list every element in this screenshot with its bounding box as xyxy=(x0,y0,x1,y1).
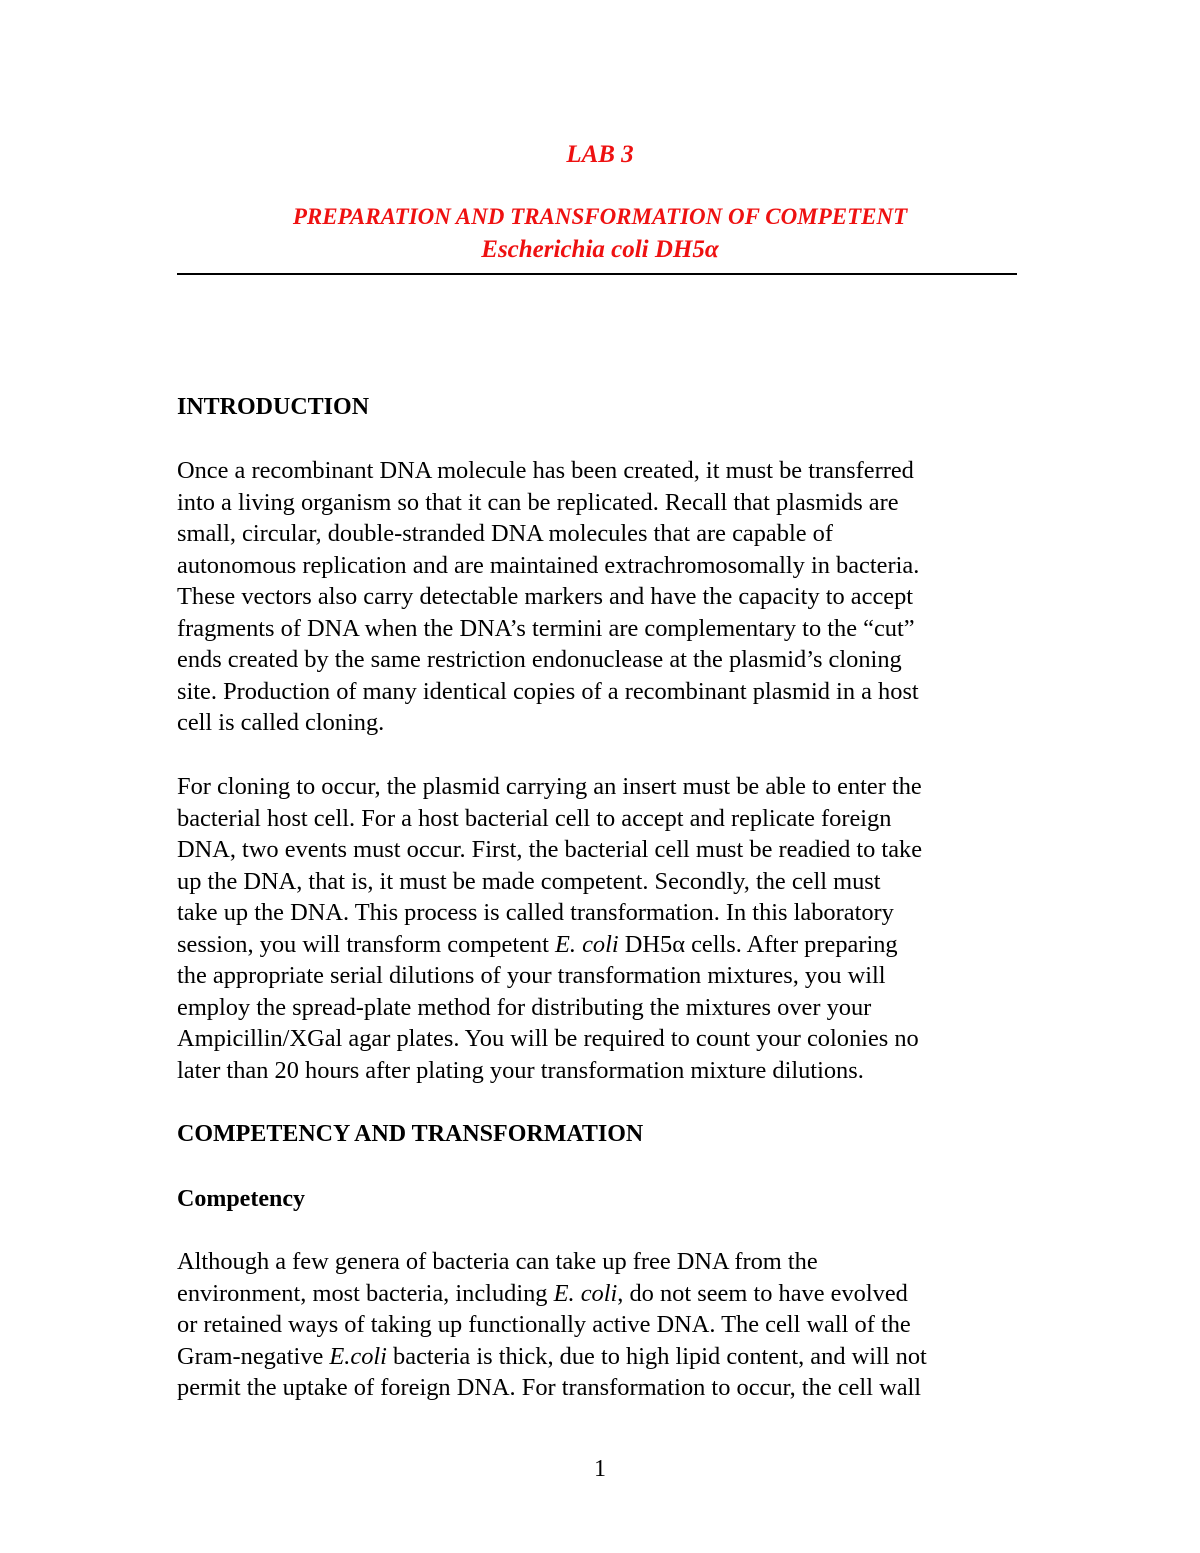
species-name: E. coli xyxy=(553,1279,618,1307)
text-line: employ the spread-plate method for distributing the mixtures over your xyxy=(177,993,872,1021)
text-line: cell is called cloning. xyxy=(177,709,385,736)
text-segment: environment, most bacteria, including xyxy=(177,1279,554,1307)
text-line: For cloning to occur, the plasmid carrying an insert must be able to enter the xyxy=(177,773,922,800)
text-line: Ampicillin/XGal agar plates. You will be required to count your colonies no xyxy=(177,1025,919,1052)
text-segment: DH5α cells. After preparing xyxy=(618,930,898,958)
title-divider xyxy=(177,273,1017,275)
text-line: or retained ways of taking up functionally active DNA. The cell wall of the xyxy=(177,1311,911,1338)
text-line: bacterial host cell. For a host bacterial cell to accept and replicate foreign xyxy=(177,804,892,832)
paragraph-introduction-2 xyxy=(177,771,922,1086)
text-line: These vectors also carry detectable markers and have the capacity to accept xyxy=(177,583,914,610)
species-name: E. coli xyxy=(555,930,619,958)
text-line: permit the uptake of foreign DNA. For transformation to occur, the cell wall xyxy=(177,1374,922,1401)
text-line: small, circular, double-stranded DNA molecules that are capable of xyxy=(177,520,833,547)
text-segment: session, you will transform competent xyxy=(177,930,555,958)
text-line: Although a few genera of bacteria can take up free DNA from the xyxy=(177,1248,818,1275)
text-line: Once a recombinant DNA molecule has been created, it must be transferred xyxy=(177,457,914,484)
text-line xyxy=(177,929,922,961)
paragraph-competency-1 xyxy=(177,1246,927,1404)
text-line: up the DNA, that is, it must be made competent. Secondly, the cell must xyxy=(177,867,881,895)
text-line xyxy=(177,1341,927,1373)
section-heading-competency-and-transformation: COMPETENCY AND TRANSFORMATION xyxy=(177,1121,644,1147)
species-name: E.coli xyxy=(329,1342,387,1370)
text-line: the appropriate serial dilutions of your transformation mixtures, you will xyxy=(177,962,886,989)
section-heading-introduction: INTRODUCTION xyxy=(177,394,370,420)
page-number: 1 xyxy=(594,1456,606,1482)
text-segment: Gram-negative xyxy=(177,1342,330,1370)
text-line: DNA, two events must occur. First, the bacterial cell must be readied to take xyxy=(177,836,923,863)
text-line: ends created by the same restriction endonuclease at the plasmid’s cloning xyxy=(177,646,902,673)
lab-title: LAB 3 xyxy=(566,141,634,168)
document-title: PREPARATION AND TRANSFORMATION OF COMPETENT xyxy=(292,204,908,229)
subsection-heading-competency: Competency xyxy=(177,1186,305,1212)
paragraph-introduction-1 xyxy=(177,455,919,739)
text-line xyxy=(177,1278,927,1310)
text-segment: bacteria is thick, due to high lipid content, and will not xyxy=(386,1342,927,1370)
text-line: site. Production of many identical copies of a recombinant plasmid in a host xyxy=(177,677,919,705)
text-line: later than 20 hours after plating your transformation mixture dilutions. xyxy=(177,1056,864,1084)
text-line: into a living organism so that it can be replicated. Recall that plasmids are xyxy=(177,488,899,516)
document-subtitle: Escherichia coli DH5α xyxy=(481,236,719,263)
text-line: take up the DNA. This process is called transformation. In this laboratory xyxy=(177,899,894,926)
text-line: autonomous replication and are maintained extrachromosomally in bacteria. xyxy=(177,551,920,579)
text-line: fragments of DNA when the DNA’s termini are complementary to the “cut” xyxy=(177,614,915,642)
text-segment: , do not seem to have evolved xyxy=(617,1279,908,1307)
